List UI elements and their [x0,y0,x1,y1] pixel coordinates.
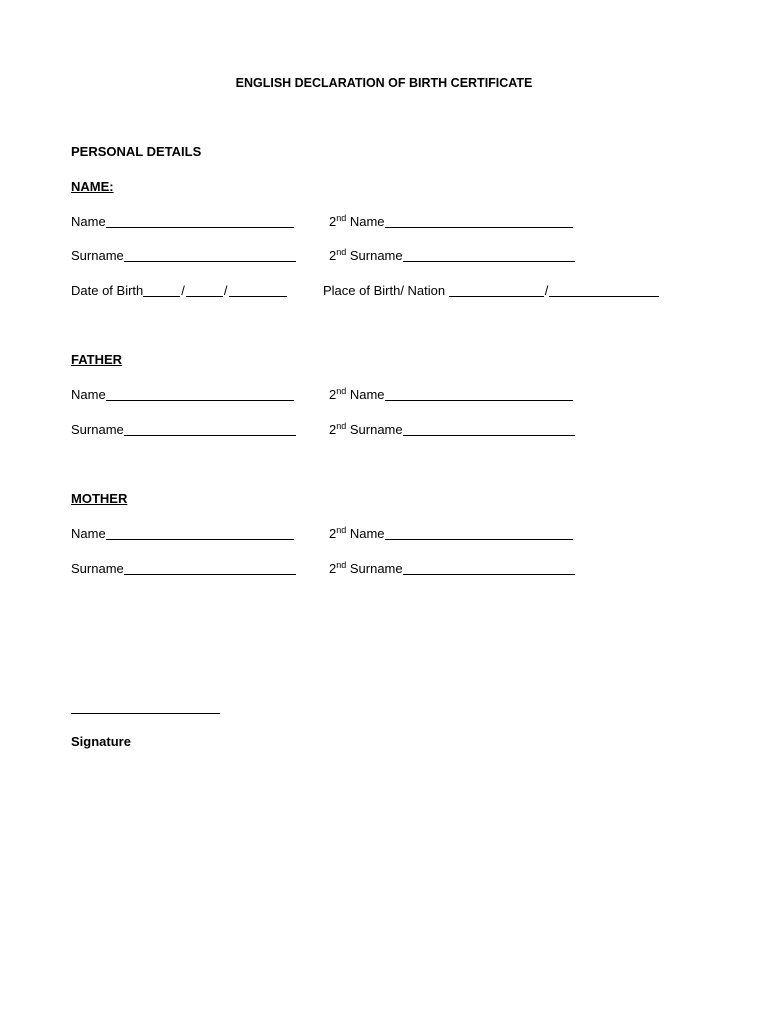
name-section-heading: NAME: [71,179,114,194]
personal-second-name-field[interactable] [329,214,573,230]
place-of-birth-field[interactable] [323,283,659,299]
personal-second-name-blank[interactable] [385,215,573,228]
mother-second-surname-label: Surname [346,561,403,576]
personal-second-name-ordinal: 2nd [329,213,347,229]
mother-name-field[interactable] [71,526,294,542]
personal-name-blank[interactable] [106,215,294,228]
mother-surname-field[interactable] [71,561,296,577]
mother-second-name-field[interactable] [329,526,573,542]
personal-name-label: Name [71,214,106,229]
personal-name-field[interactable] [71,214,294,230]
mother-second-name-ordinal: 2nd [329,525,347,541]
place-nation-slash: / [544,283,549,298]
date-of-birth-field[interactable] [71,283,287,299]
father-name-field[interactable] [71,387,294,403]
dob-slash-1: / [181,283,185,298]
personal-second-surname-field[interactable] [329,248,575,264]
signature-line[interactable] [71,713,220,714]
place-of-birth-blank[interactable] [449,284,544,297]
document-title: ENGLISH DECLARATION OF BIRTH CERTIFICATE [235,76,533,90]
father-second-name-label: Name [346,387,385,402]
personal-surname-label: Surname [71,248,124,263]
signature-label: Signature [71,734,131,749]
mother-surname-blank[interactable] [124,562,296,575]
personal-surname-blank[interactable] [124,249,296,262]
personal-second-surname-ordinal: 2nd [329,247,347,263]
personal-second-surname-blank[interactable] [403,249,575,262]
father-heading: FATHER [71,352,123,367]
mother-second-surname-ordinal: 2nd [329,560,347,576]
father-name-blank[interactable] [106,388,294,401]
mother-surname-label: Surname [71,561,124,576]
father-surname-field[interactable] [71,422,296,438]
mother-second-surname-blank[interactable] [403,562,575,575]
father-surname-label: Surname [71,422,124,437]
mother-second-name-label: Name [346,526,385,541]
father-second-surname-ordinal: 2nd [329,421,347,437]
personal-surname-field[interactable] [71,248,296,264]
father-second-name-blank[interactable] [385,388,573,401]
personal-second-name-label: Name [346,214,385,229]
mother-second-surname-field[interactable] [329,561,575,577]
personal-second-surname-label: Surname [346,248,403,263]
father-second-surname-blank[interactable] [403,423,575,436]
father-second-surname-field[interactable] [329,422,575,438]
father-second-surname-label: Surname [346,422,403,437]
father-second-name-field[interactable] [329,387,573,403]
dob-year-blank[interactable] [229,284,287,297]
mother-second-name-blank[interactable] [385,527,573,540]
mother-name-label: Name [71,526,106,541]
father-surname-blank[interactable] [124,423,296,436]
father-second-name-ordinal: 2nd [329,386,347,402]
personal-details-heading: PERSONAL DETAILS [71,144,202,159]
nation-blank[interactable] [549,284,659,297]
mother-heading: MOTHER [71,491,128,506]
date-of-birth-label: Date of Birth [71,283,144,298]
dob-slash-2: / [223,283,228,298]
dob-day-blank[interactable] [143,284,180,297]
mother-name-blank[interactable] [106,527,294,540]
dob-month-blank[interactable] [186,284,223,297]
father-name-label: Name [71,387,106,402]
place-of-birth-label: Place of Birth/ Nation [323,283,449,298]
